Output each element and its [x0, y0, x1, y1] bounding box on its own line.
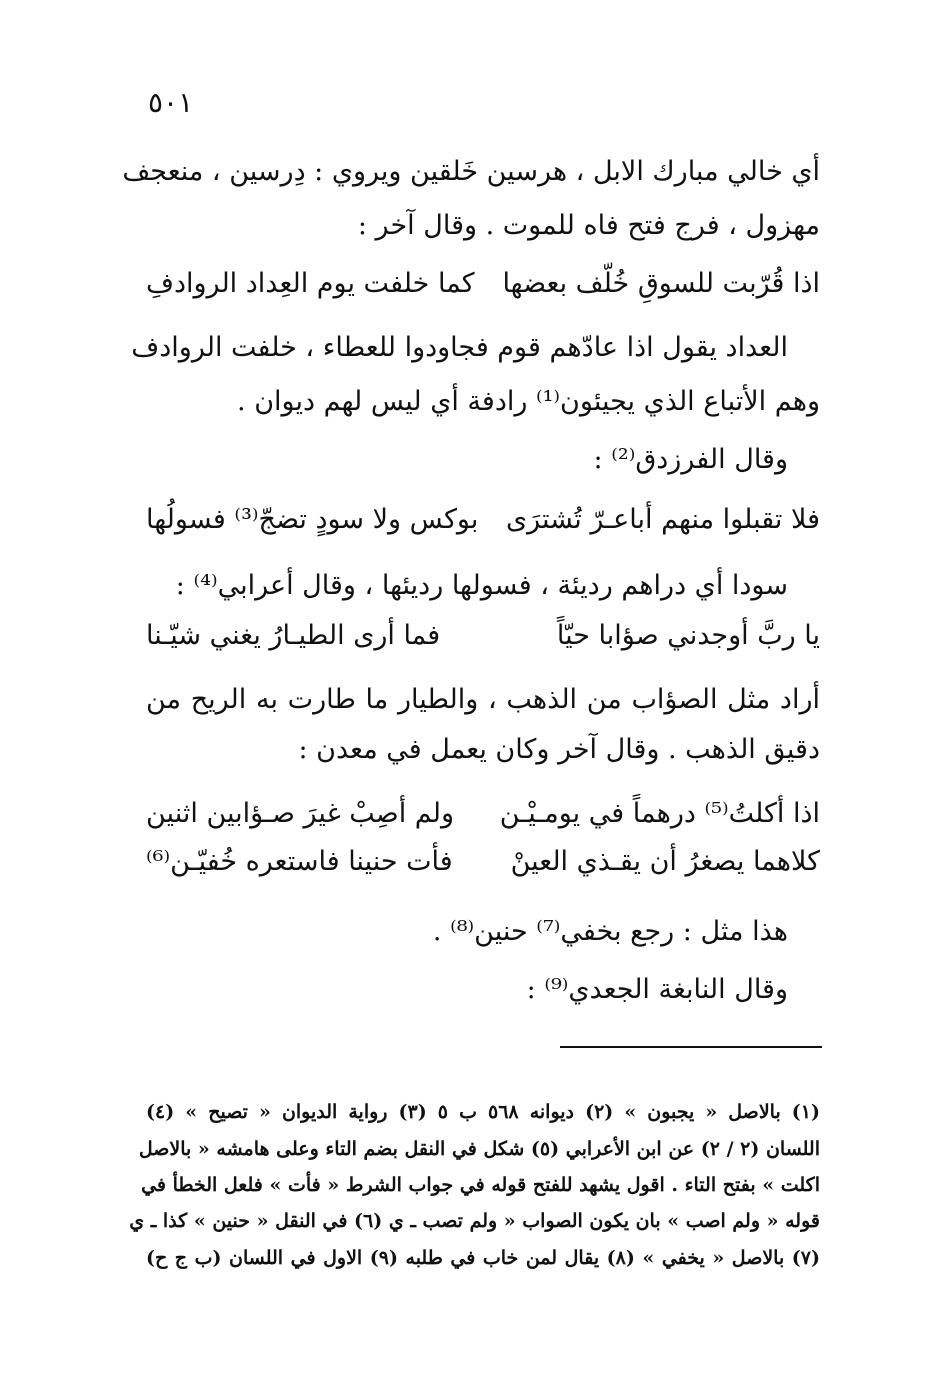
verse-line: [146, 794, 820, 834]
text-line: مهزول ، فرج فتح فاه للموت . وقال آخر :: [357, 210, 820, 241]
verse-first-hemistich: اذا أكلتُ⁽⁵⁾ درهماً في يومـيْـن: [499, 798, 820, 829]
text-line: العداد يقول اذا عادّهم قوم فجاودوا للعطاء ، خلفت الروادف: [131, 332, 788, 363]
footnote-line: (١) بالاصل « يجبون » (٢) ديوانه ٥٦٨ ب ٥ (٣) رواية الديوان « تصيح » (٤): [146, 1101, 820, 1123]
text-line: دقيق الذهب . وقال آخر وكان يعمل في معدن :: [298, 734, 820, 765]
footnote-separator: [560, 1046, 822, 1048]
verse-first-hemistich: كلاهما يصغرُ أن يقـذي العينْ: [510, 846, 820, 877]
verse-second-hemistich: بوكس ولا سودٍ تضجّ⁽³⁾ فسولُها: [146, 504, 479, 535]
text-line: وقال الفرزدق⁽²⁾ :: [593, 444, 788, 475]
verse-second-hemistich: ولم أصِبْ غيرَ صـؤابين اثنين: [146, 798, 455, 829]
page-number: ٥٠١: [148, 86, 194, 119]
verse-line: [146, 500, 820, 540]
verse-line: [146, 842, 820, 882]
verse-line: [146, 264, 820, 304]
footnote-line: (٧) بالاصل « يخفي » (٨) يقال لمن خاب في طلبه (٩) الاول في اللسان (ب ج ح): [146, 1247, 821, 1269]
text-line: وهم الأتباع الذي يجيئون⁽¹⁾ رادفة أي ليس لهم ديوان .: [237, 386, 820, 417]
footnote-line: قوله « ولم اصب » بان يكون الصواب « ولم تصب ـ ي (٦) في النقل « حنين » كذا ـ ي: [129, 1210, 820, 1232]
footnote-line: اللسان (٢ / ٢) عن ابن الأعرابي (٥) شكل في النقل بضم التاء وعلى هامشه « بالاصل: [138, 1138, 820, 1160]
verse-first-hemistich: اذا قُرّبت للسوقِ خُلّف بعضها: [502, 268, 820, 299]
verse-first-hemistich: فلا تقبلوا منهم أباعـرّ تُشترَى: [505, 504, 820, 535]
verse-second-hemistich: فأت حنينا فاستعره خُفيّـن⁽⁶⁾: [146, 846, 453, 877]
text-line: هذا مثل : رجع بخفي⁽⁷⁾ حنين⁽⁸⁾ .: [432, 916, 788, 947]
text-line: أي خالي مبارك الابل ، هرسين خَلقين ويروي : دِرسين ، منعجف: [122, 156, 820, 187]
text-line: وقال النابغة الجعدي⁽⁹⁾ :: [526, 974, 788, 1005]
verse-second-hemistich: كما خلفت يوم العِداد الروادفِ: [146, 268, 475, 299]
text-line: سودا أي دراهم رديئة ، فسولها رديئها ، وقال أعرابي⁽⁴⁾ :: [175, 570, 788, 601]
footnote-line: اكلت » بفتح التاء . اقول يشهد للفتح قوله في جواب الشرط « فأت » فلعل الخطأ في: [141, 1174, 820, 1196]
verse-first-hemistich: يا ربَّ أوجدني صؤابا حيّاً: [556, 620, 820, 651]
verse-second-hemistich: فما أرى الطيـارُ يغني شيّـنا: [146, 620, 441, 651]
verse-line: [146, 616, 820, 656]
text-line: أراد مثل الصؤاب من الذهب ، والطيار ما طارت به الريح من: [146, 684, 820, 715]
